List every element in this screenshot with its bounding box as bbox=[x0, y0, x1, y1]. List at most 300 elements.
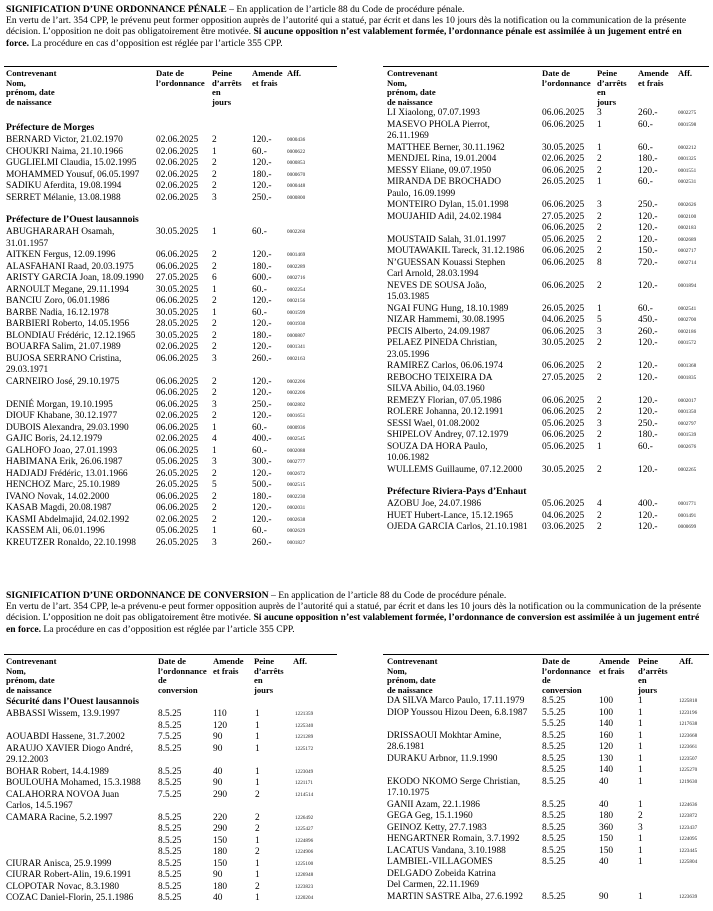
contrevenant-name: REMEZY Florian, 07.05.1986 bbox=[387, 395, 502, 406]
entry-col2: 2 bbox=[212, 319, 217, 329]
entry-date: 06.06.2025 bbox=[542, 165, 585, 176]
section-heading: Sécurité dans l’Ouest lausannois bbox=[6, 696, 140, 707]
entry-col2: 2 bbox=[597, 395, 602, 406]
contrevenant-name: GANII Azam, 22.1.1986 bbox=[387, 799, 480, 810]
table-row bbox=[387, 108, 697, 120]
entry-aff: 0002777 bbox=[287, 459, 306, 465]
contrevenant-name: BANCIU Zoro, 06.01.1986 bbox=[6, 296, 110, 306]
entry-aff: 1225818 bbox=[679, 698, 698, 704]
entry-col2: 40 bbox=[213, 766, 223, 777]
divider bbox=[4, 654, 337, 655]
table-row bbox=[6, 169, 306, 182]
entry-col2: 2 bbox=[212, 135, 217, 145]
header-amende: Amende et frais bbox=[252, 68, 283, 88]
table-row bbox=[6, 870, 314, 882]
entry-col3: 260.- bbox=[252, 537, 272, 548]
entry-aff: 1220204 bbox=[295, 895, 314, 901]
entry-date: 8.5.25 bbox=[542, 776, 566, 787]
table-row bbox=[6, 732, 314, 744]
entry-aff: 1219630 bbox=[679, 778, 698, 785]
entry-aff: 1224906 bbox=[295, 849, 314, 855]
entry-col3: 120.- bbox=[252, 503, 272, 513]
entry-date: 05.06.2025 bbox=[542, 499, 585, 509]
entry-aff: 0002183 bbox=[678, 225, 697, 231]
entry-col3: 120.- bbox=[638, 522, 658, 532]
entry-col3: 2 bbox=[638, 811, 643, 821]
entry-col3: 180.- bbox=[252, 330, 272, 341]
header-date: Date de l’ordonnance bbox=[542, 68, 591, 88]
conversion-para-bold: Si aucune opposition n’est valablement formée, l’ordonnance de conversion est assimilée à un jugement entré en force. bbox=[6, 612, 700, 635]
entry-aff: 0000622 bbox=[287, 148, 306, 155]
entry-col2: 1 bbox=[597, 177, 602, 187]
entry-aff: 1223823 bbox=[295, 883, 314, 890]
contrevenant-name: DIOUF Khabane, 30.12.1977 bbox=[6, 411, 118, 421]
entry-col3: 1 bbox=[638, 707, 643, 718]
entry-aff: 0002676 bbox=[678, 443, 697, 450]
contrevenant-name: CLOPOTAR Novac, 8.3.1980 bbox=[6, 881, 120, 892]
table-row bbox=[6, 376, 306, 400]
entry-col2: 2 bbox=[212, 169, 217, 180]
table-row bbox=[6, 789, 314, 813]
contrevenant-name: MASEVO PHOLA Pierrot, 26.11.1969 bbox=[387, 119, 490, 141]
contrevenant-name: KASAB Magdi, 20.08.1987 bbox=[6, 503, 112, 513]
entry-date: 06.06.2025 bbox=[156, 388, 199, 398]
entry-col3: 120.- bbox=[638, 407, 658, 417]
conversion-para-end: La procédure en cas d’opposition est réglée par l’article 355 CPP. bbox=[40, 623, 295, 635]
table-row bbox=[387, 361, 697, 373]
contrevenant-name: ROLERE Johanna, 20.12.1991 bbox=[387, 407, 504, 417]
entry-date: 05.06.2025 bbox=[156, 457, 199, 467]
entry-col2: 140 bbox=[599, 765, 614, 775]
entry-date: 02.06.2025 bbox=[156, 181, 199, 191]
entry-aff: 0002545 bbox=[287, 436, 306, 442]
contrevenant-name: IVANO Novak, 14.02.2000 bbox=[6, 491, 110, 502]
table-row bbox=[6, 330, 306, 343]
section-heading: Préfecture Riviera-Pays d’Enhaut bbox=[387, 486, 527, 497]
table-row bbox=[387, 753, 698, 777]
entry-date: 26.05.2025 bbox=[156, 468, 199, 479]
entry-aff: 1225270 bbox=[679, 767, 698, 773]
entry-col3: 250.- bbox=[638, 200, 658, 210]
contrevenant-name: DA SILVA Marco Paulo, 17.11.1979 bbox=[387, 696, 525, 706]
contrevenant-name: HENCHOZ Marc, 25.10.1989 bbox=[6, 480, 120, 490]
contrevenant-name: MOUSTAID Salah, 31.01.1997 bbox=[387, 234, 506, 245]
entry-aff: 1225804 bbox=[679, 859, 698, 865]
entry-col2: 1 bbox=[597, 142, 602, 153]
header-date: Date de l’ordonnance de conversion bbox=[158, 656, 207, 695]
entry-col2: 160 bbox=[599, 730, 614, 741]
entry-aff: 0002714 bbox=[678, 259, 697, 266]
entry-aff: 0001539 bbox=[678, 432, 697, 438]
contrevenant-name: MATTHEE Berner, 30.11.1962 bbox=[387, 142, 505, 153]
contrevenant-name: HUET Hubert-Lance, 15.12.1965 bbox=[387, 510, 514, 521]
entry-col3: 120.- bbox=[638, 464, 658, 475]
entry-col3: 120.- bbox=[252, 468, 272, 479]
entry-date: 02.06.2025 bbox=[156, 434, 199, 444]
entry-col3: 250.- bbox=[252, 399, 272, 410]
entry-col2: 110 bbox=[213, 709, 227, 719]
entry-col3: 1 bbox=[638, 845, 643, 856]
table-row bbox=[6, 893, 314, 905]
table-row bbox=[387, 154, 697, 166]
entry-aff: 0001341 bbox=[287, 344, 306, 350]
entry-col2: 150 bbox=[213, 858, 228, 869]
entry-col2: 1 bbox=[212, 284, 217, 295]
entry-col2: 2 bbox=[212, 330, 217, 341]
entry-aff: 0002254 bbox=[287, 286, 306, 293]
entry-aff: 0002265 bbox=[678, 466, 697, 473]
contrevenant-name: DRISSAOUI Mokhtar Amine, 28.6.1981 bbox=[387, 730, 502, 752]
entry-col3: 1 bbox=[255, 743, 260, 754]
penal-title-suffix: – En application de l’article 88 du Code de procédure pénale. bbox=[226, 4, 465, 15]
contrevenant-name: LI Xiaolong, 07.07.1993 bbox=[387, 108, 480, 118]
entry-date: 06.06.2025 bbox=[542, 361, 585, 371]
header-contrevenant: Contrevenant Nom, prénom, date de naissance bbox=[6, 68, 57, 107]
entry-date: 7.5.25 bbox=[158, 789, 182, 800]
entry-aff: 1224636 bbox=[679, 801, 698, 808]
table-row bbox=[6, 778, 313, 790]
contrevenant-name: AITKEN Fergus, 12.09.1996 bbox=[6, 250, 116, 260]
entry-col2: 2 bbox=[212, 261, 217, 272]
entry-aff: 0002275 bbox=[678, 110, 697, 116]
entry-date: 06.06.2025 bbox=[542, 246, 585, 256]
table-row bbox=[6, 468, 306, 481]
header-peine: Peine d’arrêts en jours bbox=[212, 68, 242, 107]
entry-date: 8.5.25 bbox=[158, 720, 182, 731]
table-row bbox=[387, 303, 697, 316]
contrevenant-name: BERNARD Victor, 21.02.1970 bbox=[6, 135, 123, 145]
entry-date: 8.5.25 bbox=[158, 709, 182, 719]
entry-col2: 2 bbox=[212, 376, 217, 387]
contrevenant-name: ARISTY GARCIA Joan, 18.09.1990 bbox=[6, 273, 144, 283]
entry-date: 8.5.25 bbox=[542, 845, 566, 856]
entry-aff: 0002515 bbox=[287, 482, 306, 488]
entry-col2: 3 bbox=[597, 326, 602, 337]
entry-date: 7.5.25 bbox=[158, 732, 182, 742]
entry-aff: 1226492 bbox=[295, 814, 314, 821]
table-row bbox=[6, 158, 306, 170]
entry-col2: 8 bbox=[597, 257, 602, 268]
table-row bbox=[387, 441, 697, 465]
entry-date: 02.06.2025 bbox=[156, 135, 199, 145]
table-row bbox=[387, 200, 697, 212]
entry-aff: 0002289 bbox=[287, 263, 306, 270]
entry-col2: 130 bbox=[599, 753, 614, 764]
contrevenant-name: LAMBIEL-VILLAGOMES DELGADO Zobeida Katrina Del Carmen, 22.11.1969 bbox=[387, 857, 496, 890]
entry-col3: 60.- bbox=[638, 119, 653, 130]
entry-date: 8.5.25 bbox=[542, 834, 566, 844]
entry-col3: 1 bbox=[638, 834, 643, 844]
header-aff: Aff. bbox=[679, 656, 694, 666]
contrevenant-name: CARNEIRO José, 29.10.1975 bbox=[6, 376, 120, 387]
entry-date: 02.06.2025 bbox=[156, 192, 199, 203]
entry-aff: 0000936 bbox=[287, 424, 306, 431]
entry-date: 8.5.25 bbox=[158, 812, 182, 823]
conversion-intro bbox=[6, 590, 706, 635]
entry-aff: 1223639 bbox=[679, 893, 698, 900]
entry-date: 06.06.2025 bbox=[542, 430, 585, 440]
entry-col2: 2 bbox=[597, 522, 602, 532]
header-contrevenant: Contrevenant Nom, prénom, date de naissance bbox=[387, 68, 438, 107]
entry-col2: 2 bbox=[212, 491, 217, 502]
entry-col3: 120.- bbox=[638, 234, 658, 245]
entry-date: 8.5.25 bbox=[158, 881, 182, 892]
contrevenant-name: ABUGHARARAH Osamah, 31.01.1957 bbox=[6, 227, 115, 249]
entry-date: 8.5.25 bbox=[542, 753, 566, 764]
entry-date: 05.06.2025 bbox=[156, 526, 199, 536]
contrevenant-name: MIRANDA DE BROCHADO Paulo, 16.09.1999 bbox=[387, 177, 502, 199]
entry-date: 06.06.2025 bbox=[542, 223, 585, 233]
entry-date: 06.06.2025 bbox=[156, 250, 199, 260]
contrevenant-name: REBOCHO TEIXEIRA DA SILVA Abilio, 04.03.1960 bbox=[387, 372, 493, 394]
entry-col3: 1 bbox=[255, 893, 260, 903]
entry-col3: 260.- bbox=[638, 326, 658, 337]
entry-col2: 2 bbox=[597, 154, 602, 164]
entry-col3: 180.- bbox=[252, 169, 272, 180]
entry-col2: 2 bbox=[597, 223, 602, 233]
table-row bbox=[387, 799, 698, 812]
contrevenant-name: ARAUJO XAVIER Diogo André, 29.12.2003 bbox=[6, 743, 133, 765]
entry-date: 8.5.25 bbox=[158, 743, 182, 754]
entry-col3: 2 bbox=[255, 824, 260, 834]
contrevenant-name: LACATUS Vandana, 3.10.1988 bbox=[387, 845, 506, 856]
contrevenant-name: DIOP Youssou Hizou Deen, 6.8.1987 bbox=[387, 707, 528, 718]
table-row bbox=[387, 430, 697, 442]
contrevenant-name: ALASFAHANI Raad, 20.03.1975 bbox=[6, 261, 134, 272]
entry-aff: 0002212 bbox=[678, 144, 697, 151]
contrevenant-name: DENIÉ Morgan, 19.10.1995 bbox=[6, 399, 113, 410]
entry-aff: 0000699 bbox=[678, 524, 697, 530]
entry-col3: 1 bbox=[638, 730, 643, 741]
contrevenant-name: RAMIREZ Carlos, 06.06.1974 bbox=[387, 361, 503, 371]
entry-date: 06.06.2025 bbox=[156, 261, 199, 272]
table-row bbox=[6, 445, 306, 458]
entry-aff: 1214514 bbox=[295, 791, 314, 798]
entry-col2: 1 bbox=[597, 441, 602, 452]
entry-col3: 1 bbox=[255, 778, 260, 788]
entry-date: 8.5.25 bbox=[542, 730, 566, 741]
contrevenant-name: BARBE Nadia, 16.12.1978 bbox=[6, 307, 109, 318]
entry-col3: 180.- bbox=[252, 261, 272, 272]
entry-date: 8.5.25 bbox=[542, 891, 566, 902]
entry-aff: 0002638 bbox=[287, 516, 306, 523]
entry-date: 8.5.25 bbox=[158, 847, 182, 857]
entry-col2: 2 bbox=[597, 361, 602, 371]
entry-col3: 2 bbox=[255, 789, 260, 800]
contrevenant-name: SOUZA DA HORA Paulo, 10.06.1982 bbox=[387, 441, 488, 463]
table-row bbox=[387, 696, 698, 708]
entry-aff: 0002100 bbox=[678, 213, 697, 220]
entry-aff: 0001894 bbox=[678, 282, 697, 289]
table-row bbox=[6, 399, 306, 412]
entry-date: 5.5.25 bbox=[542, 719, 566, 729]
table-row bbox=[6, 480, 306, 492]
section-heading: Préfecture de Morges bbox=[6, 122, 95, 133]
entry-col3: 2 bbox=[255, 812, 260, 823]
table-row bbox=[387, 510, 697, 523]
entry-col3: 60.- bbox=[252, 146, 267, 157]
entry-col3: 120.- bbox=[252, 250, 272, 260]
entry-col2: 6 bbox=[212, 273, 217, 283]
entry-col2: 2 bbox=[212, 468, 217, 479]
entry-date: 02.06.2025 bbox=[156, 411, 199, 421]
contrevenant-name: BUJOSA SERRANO Cristina, 29.03.1971 bbox=[6, 353, 122, 375]
entry-col3: 1 bbox=[638, 696, 643, 706]
contrevenant-name: SADIKU Aferdita, 19.08.1994 bbox=[6, 181, 122, 191]
table-row bbox=[387, 822, 698, 835]
contrevenant-name: CIURAR Anisca, 25.9.1999 bbox=[6, 858, 112, 869]
header-aff: Aff. bbox=[678, 68, 693, 78]
entry-date: 27.05.2025 bbox=[156, 273, 199, 283]
entry-date: 26.05.2025 bbox=[542, 177, 585, 187]
entry-aff: 0002531 bbox=[678, 179, 697, 185]
entry-col3: 60.- bbox=[252, 526, 267, 536]
entry-aff: 0002088 bbox=[287, 447, 306, 454]
entry-col3: 2 bbox=[255, 881, 260, 892]
contrevenant-name: DURAKU Arbnor, 11.9.1990 bbox=[387, 753, 498, 764]
entry-date: 8.5.25 bbox=[542, 765, 566, 775]
entry-aff: 0002689 bbox=[678, 236, 697, 243]
entry-date: 30.05.2025 bbox=[156, 227, 199, 237]
entry-aff: 0002186 bbox=[678, 328, 697, 335]
entry-date: 28.05.2025 bbox=[156, 319, 199, 329]
entry-col3: 1 bbox=[638, 719, 643, 729]
entry-aff: 0002206 bbox=[287, 390, 306, 396]
entry-col3: 120.- bbox=[638, 211, 658, 222]
entry-col3: 60.- bbox=[638, 177, 653, 187]
table-row bbox=[6, 514, 306, 527]
entry-aff: 0001325 bbox=[678, 156, 697, 162]
entry-aff: 0000448 bbox=[287, 183, 306, 189]
entry-date: 05.06.2025 bbox=[542, 234, 585, 245]
entry-aff: 1223196 bbox=[679, 709, 698, 716]
entry-col2: 140 bbox=[599, 719, 614, 729]
entry-col2: 3 bbox=[212, 457, 217, 467]
table-row bbox=[387, 464, 697, 477]
table-row bbox=[387, 177, 697, 200]
entry-date: 06.06.2025 bbox=[156, 353, 199, 364]
contrevenant-name: GALHOFO Joao, 27.01.1993 bbox=[6, 445, 118, 456]
entry-date: 8.5.25 bbox=[158, 870, 182, 880]
entry-date: 8.5.25 bbox=[158, 824, 182, 834]
contrevenant-name: WULLEMS Guillaume, 07.12.2000 bbox=[387, 464, 523, 475]
entry-col3: 120.- bbox=[638, 223, 658, 233]
contrevenant-name: CAMARA Racine, 5.2.1997 bbox=[6, 812, 113, 823]
entry-col2: 40 bbox=[599, 857, 609, 867]
entry-aff: 0000670 bbox=[287, 171, 306, 178]
entry-col2: 2 bbox=[597, 246, 602, 256]
entry-col3: 500.- bbox=[252, 480, 272, 490]
contrevenant-name: CIURAR Robert-Alin, 19.6.1991 bbox=[6, 870, 132, 880]
entry-col2: 40 bbox=[599, 799, 609, 810]
contrevenant-name: HENGARTNER Romain, 3.7.1992 bbox=[387, 834, 520, 844]
contrevenant-name: BOHAR Robert, 14.4.1989 bbox=[6, 766, 109, 777]
entry-aff: 1223661 bbox=[679, 744, 698, 750]
entry-col2: 1 bbox=[212, 227, 217, 237]
entry-col3: 1 bbox=[638, 799, 643, 810]
entry-date: 06.06.2025 bbox=[542, 326, 585, 337]
entry-date: 5.5.25 bbox=[542, 707, 566, 718]
contrevenant-name: AZOBU Joe, 24.07.1986 bbox=[387, 499, 482, 509]
entry-col2: 90 bbox=[599, 891, 609, 902]
table-row bbox=[6, 273, 306, 285]
entry-aff: 0001771 bbox=[678, 501, 697, 507]
contrevenant-name: COZAC Daniel-Florin, 25.1.1986 bbox=[6, 893, 134, 903]
table-row bbox=[387, 119, 697, 143]
entry-aff: 0002626 bbox=[678, 202, 697, 208]
header-amende: Amende et frais bbox=[213, 656, 244, 676]
entry-aff: 1217638 bbox=[679, 721, 698, 727]
header-date: Date de l’ordonnance de conversion bbox=[542, 656, 591, 695]
entry-date: 06.06.2025 bbox=[156, 445, 199, 456]
entry-aff: 1223872 bbox=[679, 813, 698, 819]
entry-date: 02.06.2025 bbox=[156, 342, 199, 352]
entry-col3: 120.- bbox=[252, 158, 272, 168]
contrevenant-name: MOUJAHID Adil, 24.02.1984 bbox=[387, 211, 502, 222]
conversion-list-right bbox=[387, 696, 698, 903]
entry-aff: 0001551 bbox=[678, 167, 697, 174]
header-aff: Aff. bbox=[293, 656, 308, 666]
contrevenant-name: HABIMANA Erik, 26.06.1987 bbox=[6, 457, 123, 467]
table-row bbox=[6, 434, 306, 446]
entry-col2: 90 bbox=[213, 732, 223, 742]
entry-aff: 0002700 bbox=[678, 317, 697, 323]
entry-col2: 2 bbox=[212, 250, 217, 260]
entry-aff: 0002206 bbox=[287, 378, 306, 385]
entry-col3: 150.- bbox=[638, 246, 658, 256]
conversion-title-suffix: – En application de l’article 88 du Code de procédure pénale. bbox=[268, 590, 507, 601]
contrevenant-name: BLONDIAU Frédéric, 12.12.1965 bbox=[6, 330, 136, 341]
contrevenant-name: N’GUESSAN Kouassi Stephen Carl Arnold, 28.03.1994 bbox=[387, 257, 506, 279]
entry-col3: 1 bbox=[638, 765, 643, 775]
entry-date: 06.06.2025 bbox=[156, 376, 199, 387]
entry-col3: 300.- bbox=[252, 457, 272, 467]
divider bbox=[4, 66, 337, 67]
table-row bbox=[387, 280, 697, 304]
entry-col2: 2 bbox=[212, 388, 217, 398]
entry-col3: 1 bbox=[638, 753, 643, 764]
entry-col3: 60.- bbox=[252, 422, 267, 433]
entry-aff: 0002156 bbox=[287, 298, 306, 304]
entry-date: 27.05.2025 bbox=[542, 372, 585, 383]
entry-col2: 2 bbox=[597, 464, 602, 475]
entry-aff: 1223668 bbox=[679, 732, 698, 739]
entry-col3: 60.- bbox=[252, 307, 267, 318]
entry-date: 8.5.25 bbox=[542, 742, 566, 752]
entry-date: 30.05.2025 bbox=[156, 330, 199, 341]
penal-title: SIGNIFICATION D’UNE ORDONNANCE PÉNALE bbox=[6, 4, 227, 15]
penal-list-right bbox=[387, 108, 697, 534]
header-amende: Amende et frais bbox=[638, 68, 669, 88]
table-row bbox=[6, 743, 314, 767]
entry-col3: 120.- bbox=[252, 388, 272, 398]
entry-col3: 60.- bbox=[252, 445, 267, 456]
header-date: Date de l’ordonnance bbox=[156, 68, 205, 88]
entry-col2: 90 bbox=[213, 778, 223, 788]
table-row bbox=[387, 211, 697, 235]
table-row bbox=[6, 709, 314, 732]
penal-para-bold: Si aucune opposition n’est valablement formée, l’ordonnance pénale est assimilée à un jugement entré en force. bbox=[6, 26, 682, 49]
header-aff: Aff. bbox=[287, 68, 302, 78]
entry-aff: 1223049 bbox=[295, 768, 314, 775]
table-row bbox=[6, 881, 314, 894]
table-row bbox=[6, 227, 306, 250]
entry-col2: 2 bbox=[597, 372, 602, 383]
entry-date: 06.06.2025 bbox=[542, 407, 585, 417]
divider bbox=[383, 654, 709, 655]
entry-aff: 0001651 bbox=[287, 413, 306, 419]
entry-col3: 120.- bbox=[252, 319, 272, 329]
